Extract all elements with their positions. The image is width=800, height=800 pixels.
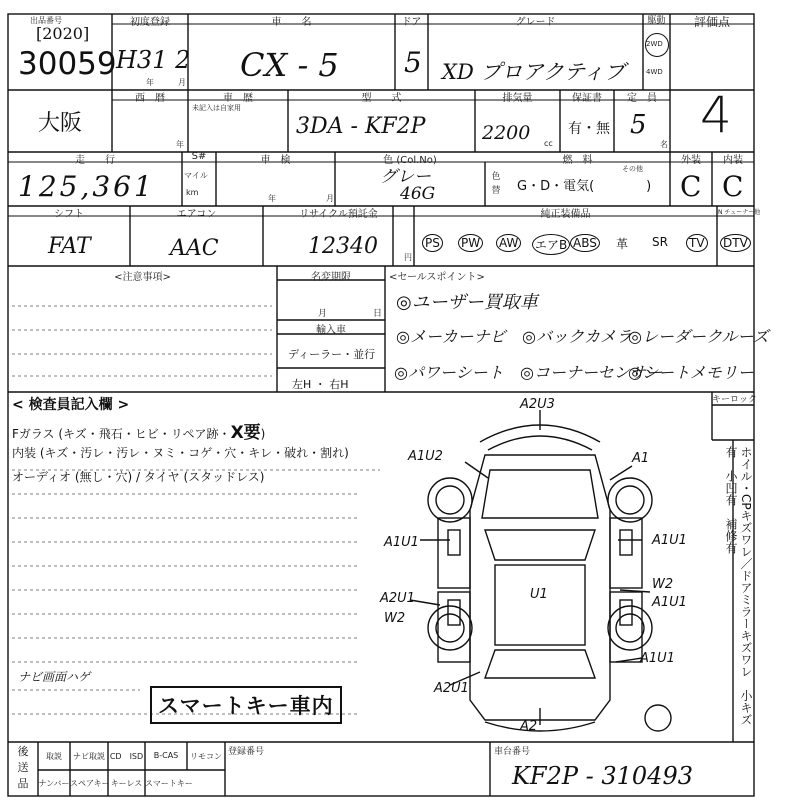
chassis-label: 車台番号 [494, 747, 531, 757]
interior-label: 内装 [723, 155, 743, 166]
exterior-value: C [680, 170, 702, 203]
doors-value: 5 [404, 46, 422, 79]
fglass-line: Fガラス (キズ・飛石・ヒビ・リペア跡・X要) [12, 423, 266, 443]
followup-item: 取説 [46, 752, 62, 761]
drive-circle [645, 33, 669, 57]
ac-label: エアコン [176, 209, 217, 220]
damage-mark: A1 [632, 451, 650, 466]
followup-item: ナンバー [38, 779, 70, 788]
audio-line: オーディオ (無し・穴) / タイヤ (スタッドレス) [12, 470, 265, 484]
key-lock-label: キーロック [712, 395, 757, 405]
car-name: CX - 5 [240, 46, 339, 84]
followup-label: 後 送 品 [17, 745, 29, 790]
score-label: 評価点 [693, 15, 730, 29]
damage-mark: A1U1 [652, 595, 687, 610]
sales-point: ◎コーナーセンサー [520, 363, 662, 382]
sales-point: ◎ユーザー買取車 [396, 292, 538, 313]
damage-mark: A2U1 [434, 681, 469, 696]
interior-line: 内装 (キズ・汚レ・汚レ・ヌミ・コゲ・穴・キレ・破れ・割れ) [12, 446, 349, 460]
equipment-item: 革 [616, 237, 629, 251]
followup-item: CD ISD [109, 752, 144, 761]
displacement-value: 2200 [482, 122, 531, 144]
n-tuner-label: N チューナー他 [718, 209, 761, 216]
followup-item: キーレス [110, 779, 143, 788]
followup-item: ナビ取説 [73, 752, 105, 761]
lot-number: 30059 [18, 46, 117, 82]
doors-label: ドア [401, 17, 422, 28]
damage-mark: W2 [652, 577, 674, 592]
damage-mark: A1U2 [408, 449, 443, 464]
inspection-label: 車 検 [260, 155, 291, 166]
fuel-label: 燃 料 [562, 155, 593, 166]
import-label: 輸入車 [316, 325, 346, 336]
equipment-item: PS [422, 234, 443, 252]
sales-point: ◎バックカメラ [522, 327, 632, 346]
color-no: 46G [400, 184, 436, 204]
shift-value: FAT [48, 234, 91, 259]
score-value: 4 [700, 86, 732, 144]
inspector-title: < 検査員記入欄 > [12, 397, 130, 413]
first-reg-value: H31 2 [116, 46, 191, 74]
equipment-item: AW [496, 234, 521, 252]
followup-item: スマートキー [145, 779, 193, 788]
shift-label: シフト [54, 209, 84, 220]
drive-2wd: 2WD [646, 40, 663, 48]
equipment-label: 純正装備品 [540, 209, 591, 220]
damage-mark: A2U1 [380, 591, 415, 606]
first-reg-label: 初度登録 [130, 17, 170, 28]
car-diagram [370, 397, 710, 740]
followup-item: B-CAS [153, 751, 179, 760]
side-notes: ナビ画面ハゲ [18, 670, 91, 684]
s-label: S# [191, 151, 207, 162]
displacement-label: 排気量 [502, 93, 533, 104]
sales-point: ◎レーダークルーズ [628, 327, 769, 346]
fuel-value: G・D・電気( ) [517, 179, 652, 194]
grade-label: グレード [515, 17, 556, 28]
drive-4wd: 4WD [646, 68, 663, 76]
warranty-label: 保証書 [572, 93, 602, 104]
damage-mark: A2 [520, 719, 538, 734]
equipment-item: エアB [532, 234, 570, 255]
western-label: 西 暦 [135, 93, 165, 104]
exterior-label: 外装 [681, 155, 701, 166]
sales-point: ◎シートメモリー [628, 363, 754, 382]
sales-point: ◎メーカーナビ [396, 327, 506, 346]
sales-point: ◎パワーシート [394, 363, 504, 382]
equipment-item: DTV [720, 234, 751, 252]
reg-label: 登録番号 [228, 747, 265, 757]
dealer-option: ディーラー・並行 [288, 348, 376, 361]
color-label: 色 (Col.No) [383, 155, 437, 166]
region: 大阪 [38, 111, 83, 136]
damage-mark: A1U1 [640, 651, 675, 666]
car-name-label: 車 名 [271, 17, 312, 28]
warranty-value: 有・無 [568, 121, 610, 137]
grade-value: XD プロアクティブ [442, 60, 626, 84]
recycle-value: 12340 [308, 234, 378, 259]
name-change-label: 名変期限 [311, 272, 351, 283]
history-label: 車 歴 [223, 93, 253, 104]
smart-key-stamp: スマートキー車内 [150, 686, 342, 724]
drive-label: 駆動 [647, 16, 666, 26]
equipment-list [414, 228, 754, 258]
damage-mark: A1U1 [652, 533, 687, 548]
mileage-value: 125,361 [18, 170, 155, 203]
damage-mark: W2 [384, 611, 406, 626]
interior-value: C [722, 170, 744, 203]
followup-item: リモコン [190, 752, 222, 761]
mileage-label: 走 行 [75, 155, 115, 166]
year-stamp: [2020] [36, 24, 90, 43]
model-label: 型 式 [361, 93, 402, 104]
history-note: 未記入は自家用 [192, 104, 241, 112]
recycle-label: リサイクル預託金 [299, 209, 378, 220]
ac-value: AAC [170, 236, 219, 261]
repair-legend: ホイル・CPキズワレ／ドアミラーキズワレ 小キズ有 小凹有 補修有 [724, 446, 753, 726]
lot-label: 出品番号 [30, 16, 62, 25]
color-change-label: 色替 [491, 172, 501, 196]
caution-label: <注意事項> [114, 272, 171, 283]
capacity-label: 定 員 [627, 93, 657, 104]
capacity-value: 5 [630, 110, 647, 140]
damage-mark: U1 [530, 587, 548, 602]
chassis-value: KF2P - 310493 [512, 762, 693, 790]
color-value: グレー [380, 167, 431, 187]
followup-item: スペアキー [70, 779, 110, 788]
damage-mark: A2U3 [520, 397, 555, 412]
sales-label: <セールスポイント> [389, 272, 485, 283]
model-value: 3DA - KF2P [296, 114, 426, 139]
equipment-item: SR [652, 235, 668, 249]
equipment-item: PW [458, 234, 483, 252]
handle-option: 左H ・ 右H [292, 378, 349, 391]
damage-mark: A1U1 [384, 535, 419, 550]
equipment-item: TV [686, 234, 708, 252]
equipment-item: ABS [570, 234, 600, 252]
